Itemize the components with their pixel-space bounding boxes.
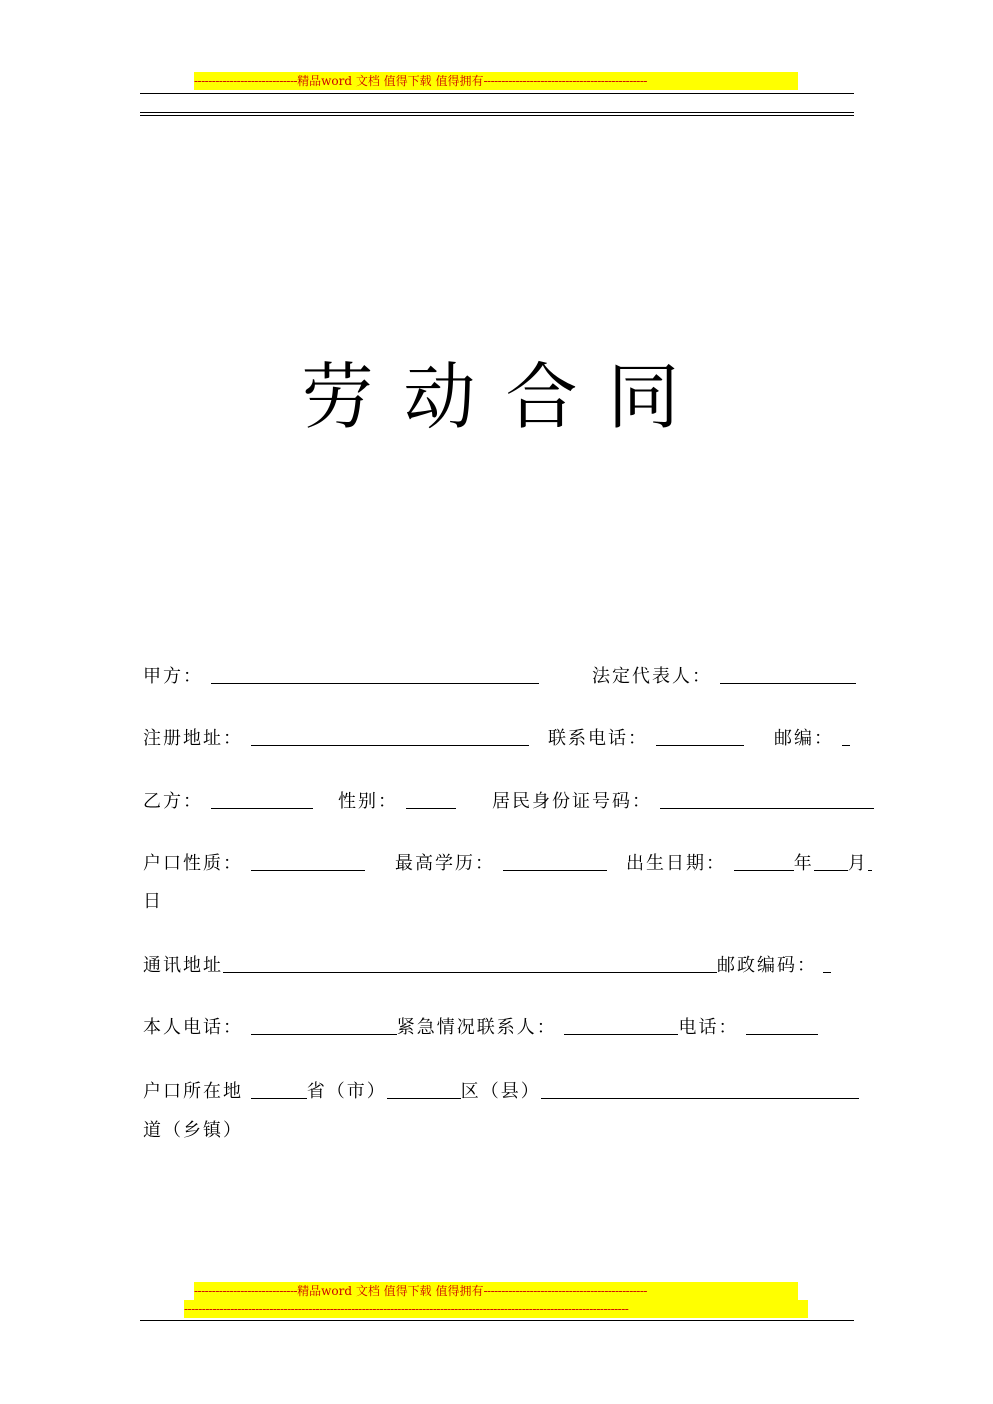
party-b-label: 乙方： bbox=[143, 791, 203, 812]
id-number-label: 居民身份证号码： bbox=[492, 791, 652, 812]
footer-banner-2 bbox=[184, 1300, 808, 1318]
postcode-label: 邮编： bbox=[774, 728, 834, 749]
row-own-phone bbox=[143, 1016, 818, 1040]
district-blank[interactable] bbox=[387, 1080, 461, 1099]
mail-address-blank[interactable] bbox=[223, 954, 717, 973]
footer-banner-text: 精品word 文档 值得下载 值得拥有 bbox=[297, 1284, 484, 1298]
gender-blank[interactable] bbox=[406, 790, 456, 809]
row-postcode bbox=[774, 727, 850, 751]
year-label: 年 bbox=[793, 853, 814, 874]
id-number-blank[interactable] bbox=[660, 790, 874, 809]
postal-code-blank[interactable] bbox=[823, 954, 831, 973]
footer-banner bbox=[194, 1282, 798, 1300]
row-education bbox=[395, 852, 607, 876]
party-a-blank[interactable] bbox=[211, 665, 539, 684]
birth-date-label: 出生日期： bbox=[626, 853, 726, 874]
footer-banner-dashes-left: ----------------------------- bbox=[194, 1284, 298, 1298]
row-legal-rep bbox=[592, 665, 856, 689]
education-label: 最高学历： bbox=[395, 853, 495, 874]
row-id-number bbox=[492, 790, 874, 814]
row-hukou-location bbox=[143, 1080, 859, 1104]
header-banner-text: 精品word 文档 值得下载 值得拥有 bbox=[297, 74, 484, 88]
contact-phone-blank[interactable] bbox=[656, 727, 744, 746]
mail-address-label: 通讯地址 bbox=[143, 955, 223, 976]
gender-label: 性别： bbox=[338, 791, 398, 812]
header-banner-dashes-left: ----------------------------- bbox=[194, 74, 298, 88]
own-phone-blank[interactable] bbox=[251, 1016, 397, 1035]
province-blank[interactable] bbox=[251, 1080, 307, 1099]
birth-month-blank[interactable] bbox=[814, 852, 848, 871]
footer-rule bbox=[140, 1320, 854, 1321]
row-street bbox=[143, 1119, 243, 1143]
hukou-type-blank[interactable] bbox=[251, 852, 365, 871]
document-title: 劳动合同 bbox=[301, 355, 710, 439]
legal-rep-label: 法定代表人： bbox=[592, 666, 712, 687]
birth-day-blank[interactable] bbox=[868, 852, 872, 871]
postal-code-label: 邮政编码： bbox=[717, 955, 817, 976]
row-gender bbox=[338, 790, 456, 814]
street-blank[interactable] bbox=[541, 1080, 859, 1099]
district-label: 区（县） bbox=[460, 1081, 541, 1102]
hukou-location-label: 户口所在地 bbox=[143, 1081, 243, 1102]
legal-rep-blank[interactable] bbox=[720, 665, 856, 684]
party-b-blank[interactable] bbox=[211, 790, 313, 809]
row-contact-phone bbox=[548, 727, 744, 751]
header-rule-3 bbox=[140, 115, 854, 116]
own-phone-label: 本人电话： bbox=[143, 1017, 243, 1038]
footer-banner2-dashes: ----------------------------------------------------------------------------------------------------------------------------- bbox=[184, 1302, 629, 1316]
row-party-b bbox=[143, 790, 313, 814]
header-rule-2 bbox=[140, 112, 854, 113]
row-reg-address bbox=[143, 727, 529, 751]
phone-label: 电话： bbox=[678, 1017, 739, 1038]
phone-blank[interactable] bbox=[746, 1016, 818, 1035]
contact-phone-label: 联系电话： bbox=[548, 728, 648, 749]
row-birth-date bbox=[626, 852, 872, 876]
row-mail-address bbox=[143, 954, 831, 978]
postcode-blank[interactable] bbox=[842, 727, 850, 746]
row-party-a bbox=[143, 665, 539, 689]
header-banner-dashes-right: ---------------------------------------------- bbox=[483, 74, 647, 88]
header-banner bbox=[194, 72, 798, 90]
row-day bbox=[143, 890, 163, 914]
emergency-contact-label: 紧急情况联系人： bbox=[396, 1017, 557, 1038]
hukou-type-label: 户口性质： bbox=[143, 853, 243, 874]
party-a-label: 甲方： bbox=[143, 666, 203, 687]
reg-address-label: 注册地址： bbox=[143, 728, 243, 749]
footer-banner-dashes-right: ---------------------------------------------- bbox=[483, 1284, 647, 1298]
day-label: 日 bbox=[143, 891, 163, 912]
header-rule-1 bbox=[140, 93, 854, 94]
reg-address-blank[interactable] bbox=[251, 727, 529, 746]
emergency-contact-blank[interactable] bbox=[564, 1016, 678, 1035]
month-label: 月 bbox=[847, 853, 868, 874]
province-label: 省（市） bbox=[306, 1081, 387, 1102]
row-hukou-type bbox=[143, 852, 365, 876]
birth-year-blank[interactable] bbox=[734, 852, 794, 871]
education-blank[interactable] bbox=[503, 852, 607, 871]
street-label: 道（乡镇） bbox=[143, 1120, 243, 1141]
